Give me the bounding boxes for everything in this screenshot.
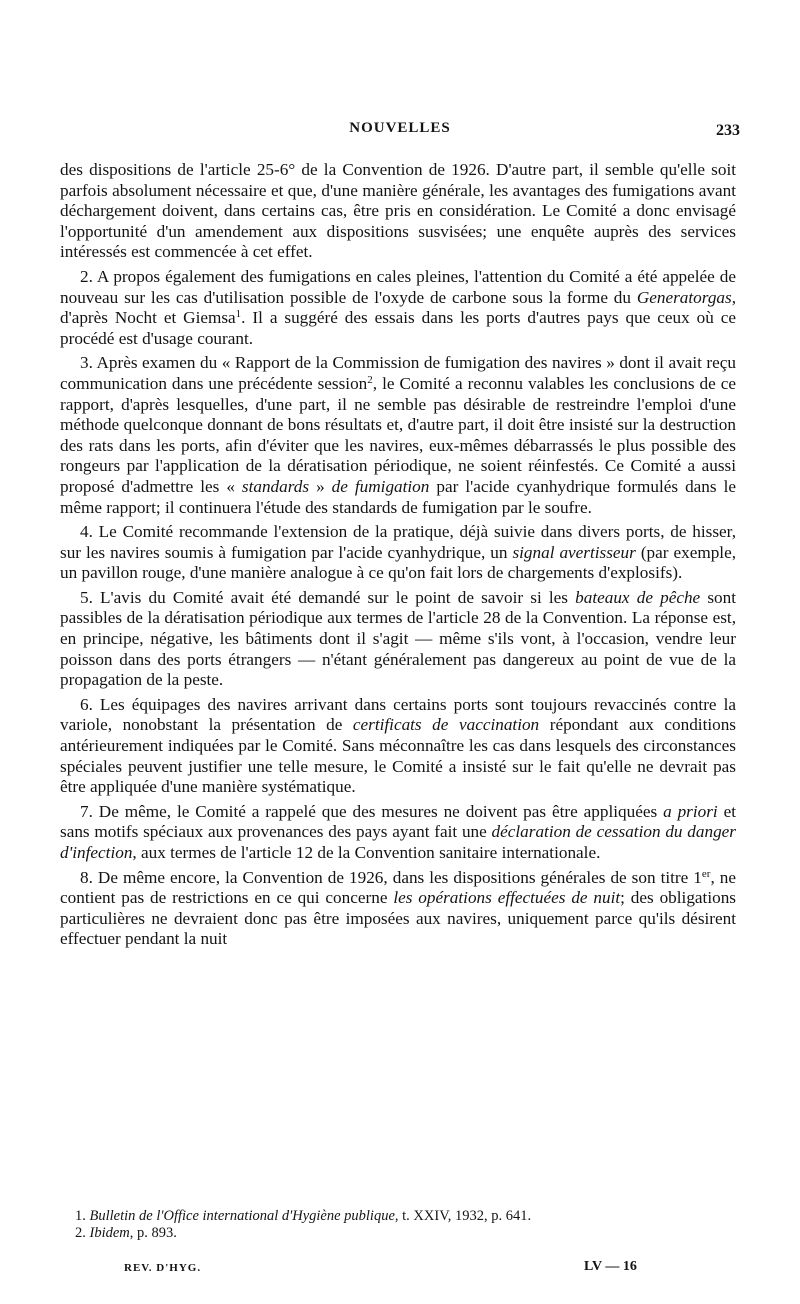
- text-run: (par exemple, un pavillon rouge, d'une manière analogue à ce qu'on fait lors de chargements d'explosifs).: [60, 542, 736, 583]
- paragraph: [60, 267, 736, 349]
- running-title: NOUVELLES: [349, 120, 451, 136]
- text-run: 5. L'avis du Comité avait été demandé sur le point de savoir si les: [80, 587, 576, 607]
- text-run: ; des obligations particulières ne devraient donc pas être imposées aux navires, uniquement parce qu'ils désirent effectuer pendant la nuit: [60, 888, 736, 949]
- italic-text: Ibidem: [89, 1225, 130, 1241]
- page-number: 233: [716, 122, 740, 139]
- text-run: 7. De même, le Comité a rappelé que des mesures ne doivent pas être appliquées: [80, 801, 664, 821]
- paragraph: [60, 868, 736, 950]
- footnotes: [75, 1208, 735, 1242]
- italic-text: Generatorgas: [636, 287, 732, 307]
- text-run: 3. Après examen du « Rapport de la Commission de fumigation des navires » dont il avait reçu communication dans une précédente session: [60, 353, 736, 393]
- text-run: 1.: [75, 1208, 90, 1224]
- italic-text: a priori: [663, 801, 718, 821]
- text-run: 8. De même encore, la Convention de 1926, dans les dispositions générales de son titre 1: [80, 867, 702, 887]
- text-run: par l'acide cyanhydrique formulés dans le même rapport; il continuera l'étude des standards de fumigation par le soufre.: [60, 476, 736, 517]
- footnote: [75, 1208, 735, 1225]
- text-run: 4. Le Comité recommande l'extension de la pratique, déjà suivie dans divers ports, de hisser, sur les navires soumis à fumigation par l'acide cyanhydrique, un: [60, 522, 736, 562]
- text-run: , le Comité a reconnu valables les conclusions de ce rapport, d'après lesquelles, d'une part, il ne semble pas désirable de restreindre l'emploi d'une méthode quelconque donnant de bons résultats et, d'autre part, il doit être insisté sur la destruction des rats dans les ports, afin d'éviter que les navires, eux-mêmes débarrassés le plus possible des rongeurs par l'application de la dératisation périodique, ne soient réinfestés. Ce Comité a aussi proposé d'admettre les «: [60, 373, 736, 496]
- italic-text: signal avertisseur: [512, 542, 636, 562]
- paragraph: [60, 353, 736, 518]
- italic-text: bateaux de pêche: [575, 587, 701, 607]
- italic-text: les opérations effectuées de nuit: [393, 888, 621, 908]
- text-run: , p. 893.: [129, 1225, 177, 1241]
- paragraph: [60, 802, 736, 864]
- paragraph: [60, 522, 736, 584]
- text-run: 2. A propos également des fumigations en cales pleines, l'attention du Comité a été appelée de nouveau sur les cas d'utilisation possible de l'oxyde de carbone sous la forme du: [60, 266, 736, 307]
- text-run: »: [309, 476, 332, 496]
- volume-signature: LV — 16: [584, 1259, 637, 1274]
- text-run: , aux termes de l'article 12 de la Convention sanitaire internationale.: [132, 843, 601, 862]
- footnote-ref: er: [701, 867, 711, 880]
- italic-text: Bulletin de l'Office international d'Hygiène publique: [89, 1208, 395, 1224]
- footnote-ref: 2: [367, 373, 373, 386]
- text-run: 6. Les équipages des navires arrivant dans certains ports sont toujours revaccinés contre la variole, nonobstant la présentation de: [60, 694, 736, 735]
- italic-text: standards: [241, 476, 310, 496]
- body-text: [60, 160, 736, 954]
- italic-text: certificats de vaccination: [352, 715, 540, 735]
- paragraph: [60, 588, 736, 691]
- italic-text: déclaration de cessation du danger d'infection: [60, 822, 736, 862]
- text-run: sont passibles de la dératisation périodique aux termes de l'article 28 de la Convention. La réponse est, en principe, négative, les bâtiments dont il s'agit — même s'ils vont, à l'occasion, vendre leur poisson dans des ports étrangers — n'étant généralement pas dangereux au point de vue de la propagation de la peste.: [60, 587, 736, 690]
- text-run: répondant aux conditions antérieurement indiquées par le Comité. Sans méconnaître les cas dans lesquels des circonstances spéciales peuvent justifier une telle mesure, le Comité a insisté sur le fait qu'elle ne devrait pas être appliquée d'une manière systématique.: [60, 715, 736, 797]
- journal-signature: REV. D'HYG.: [124, 1262, 202, 1274]
- text-run: 2.: [75, 1225, 90, 1241]
- footnote-ref: 1: [235, 308, 242, 321]
- text-run: . Il a suggéré des essais dans les ports d'autres pays que ceux où ce procédé est d'usage courant.: [60, 308, 737, 348]
- paragraph: [60, 160, 736, 263]
- footnote: [75, 1225, 735, 1242]
- text-run: des dispositions de l'article 25-6° de la Convention de 1926. D'autre part, il semble qu'elle soit parfois absolument nécessaire et que, d'une manière générale, les avantages des fumigations avant déchargement doivent, dans certains cas, être pris en considération. Le Comité a donc envisagé l'opportunité d'un amendement aux dispositions susvisées; une enquête auprès des services intéressés est commencée à cet effet.: [60, 160, 736, 262]
- text-run: , ne contient pas de restrictions en ce qui concerne: [60, 867, 736, 908]
- paragraph: [60, 695, 736, 798]
- text-run: , d'après Nocht et Giemsa: [60, 287, 736, 328]
- text-run: et sans motifs spéciaux aux provenances des pays ayant fait une: [60, 801, 736, 842]
- italic-text: de fumigation: [331, 476, 430, 496]
- text-run: , t. XXIV, 1932, p. 641.: [394, 1208, 532, 1224]
